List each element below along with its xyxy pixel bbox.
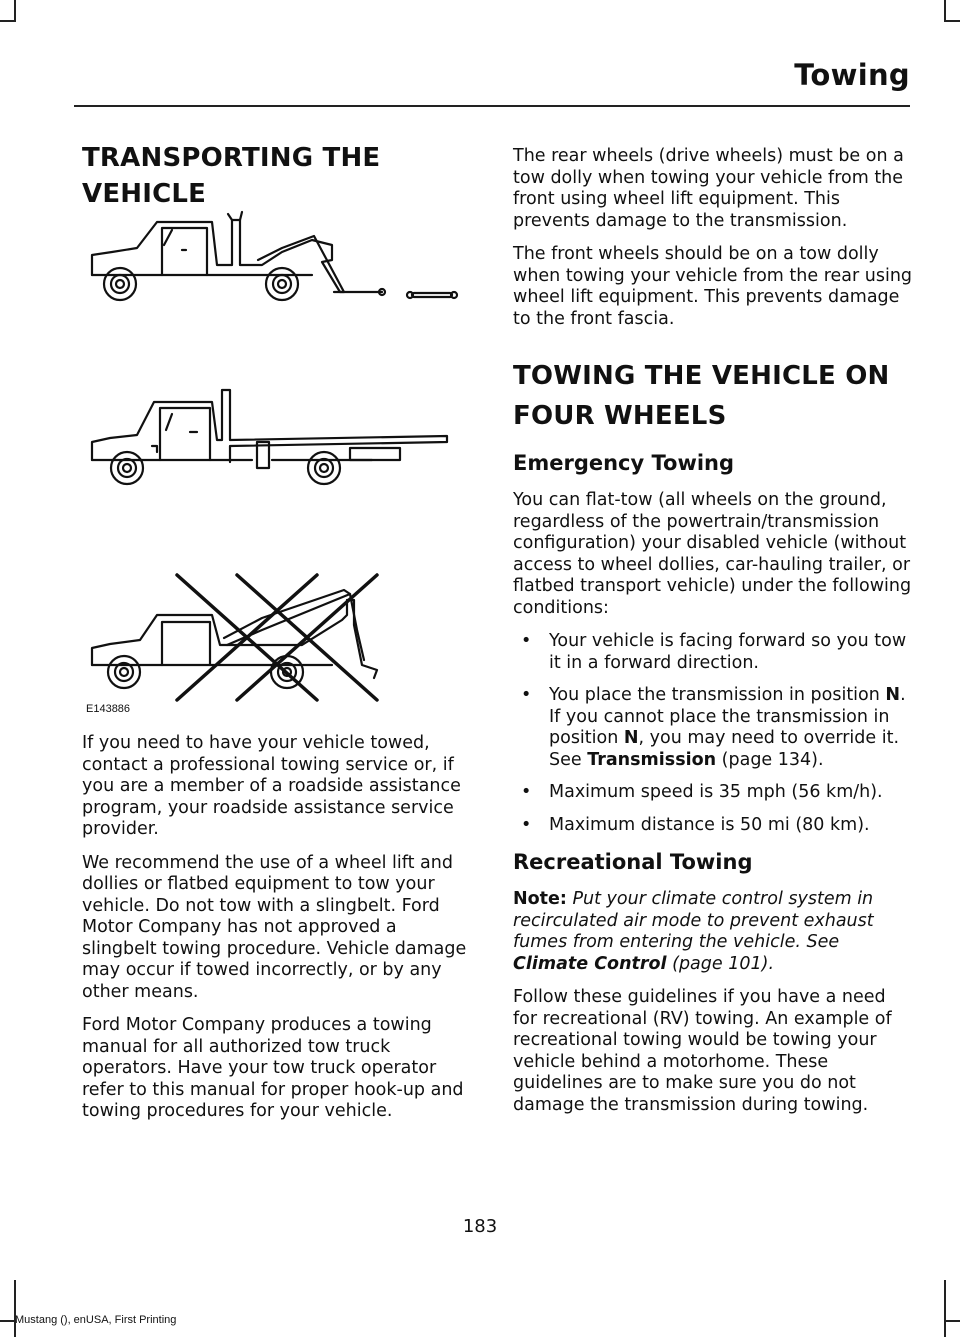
crop-mark bbox=[0, 20, 16, 22]
slingbelt-truck-icon bbox=[92, 590, 377, 688]
bullet: • bbox=[521, 782, 532, 802]
paragraph: You can flat-tow (all wheels on the ground, regardless of the powertrain/transmission configuration) your disabled vehicle (without access to wheel dollies, car-hauling trailer, or flatbed transport vehicle) under the following conditions: bbox=[513, 490, 912, 618]
edition-footer: Mustang (), enUSA, First Printing bbox=[15, 1314, 177, 1326]
tow-trucks-figure bbox=[82, 200, 472, 720]
page-number: 183 bbox=[462, 1216, 498, 1237]
list-item-text: Maximum distance is 50 mi (80 km). bbox=[549, 814, 870, 835]
list-item-text: Maximum speed is 35 mph (56 km/h). bbox=[549, 782, 883, 802]
cross-reference-link[interactable]: Transmission bbox=[587, 749, 717, 770]
subheading-recreational: Recreational Towing bbox=[513, 850, 753, 874]
bullet: • bbox=[521, 631, 532, 651]
paragraph: Follow these guidelines if you have a need for recreational (RV) towing. An example of recreational towing would be towing your vehicle behind a motorhome. These guidelines are to make sure you do not damage the transmission during towing. bbox=[513, 987, 892, 1115]
crop-mark bbox=[944, 0, 946, 22]
crop-mark bbox=[944, 1280, 946, 1337]
illustration-code: E143886 bbox=[86, 703, 131, 715]
paragraph: The front wheels should be on a tow dolly when towing your vehicle from the rear using wheel lift equipment. This prevents damage to the front fascia. bbox=[513, 244, 913, 329]
gear-position: N bbox=[885, 685, 901, 705]
crop-mark bbox=[14, 1280, 16, 1337]
note-label: Note: bbox=[513, 889, 567, 909]
list-item bbox=[513, 685, 913, 771]
right-column bbox=[513, 146, 913, 1128]
header-divider bbox=[74, 105, 910, 107]
list-item-text: . If you cannot place the transmission in position bbox=[549, 685, 906, 748]
paragraph: Ford Motor Company produces a towing manual for all authorized tow truck operators. Have your tow truck operator refer to this manual for proper hook-up and towing procedures for your vehicle. bbox=[82, 1015, 464, 1121]
crop-mark bbox=[944, 1320, 960, 1322]
page-reference: (page 134). bbox=[716, 749, 824, 770]
subheading-emergency: Emergency Towing bbox=[513, 451, 735, 475]
page-reference: (page 101). bbox=[666, 953, 775, 974]
section-heading-line: FOUR WHEELS bbox=[513, 401, 727, 431]
flatbed-truck-icon bbox=[92, 390, 447, 484]
paragraph: If you need to have your vehicle towed, contact a professional towing service or, if you are a member of a roadside assistance program, your roadside assistance service provider. bbox=[82, 733, 461, 839]
gear-position: N bbox=[623, 728, 639, 748]
list-item-text: Your vehicle is facing forward so you tow it in a forward direction. bbox=[549, 631, 907, 673]
crop-mark bbox=[0, 1320, 16, 1322]
section-heading-line: TOWING THE VEHICLE ON bbox=[513, 361, 890, 391]
paragraph: We recommend the use of a wheel lift and dollies or flatbed equipment to tow your vehicle. Do not tow with a slingbelt. Ford Motor Company has not approved a slingbelt towing procedure. Vehicle damage may occur if towed incorrectly, or by any other means. bbox=[82, 852, 467, 1002]
note-text: Put your climate control system in recirculated air mode to prevent exhaust fumes from entering the vehicle. See bbox=[513, 889, 874, 952]
section-heading: TRANSPORTING THE VEHICLE bbox=[82, 143, 381, 209]
crop-mark bbox=[944, 20, 960, 22]
list-item-text: You place the transmission in position bbox=[549, 685, 886, 705]
conditions-list bbox=[513, 631, 913, 836]
paragraph: The rear wheels (drive wheels) must be on a tow dolly when towing your vehicle from the front using wheel lift equipment. This prevents damage to the transmission. bbox=[513, 146, 904, 231]
left-body bbox=[82, 733, 472, 1135]
list-item-text: , you may need to override it. See bbox=[549, 728, 900, 770]
list-item bbox=[513, 815, 913, 837]
bullet: • bbox=[521, 685, 532, 705]
towing-illustration bbox=[82, 200, 472, 720]
wheel-lift-truck-icon bbox=[92, 212, 457, 300]
page-header-title: Towing bbox=[794, 58, 910, 92]
cross-reference-link[interactable]: Climate Control bbox=[513, 953, 667, 974]
prohibited-cross-icon bbox=[177, 575, 377, 700]
bullet: • bbox=[521, 814, 532, 835]
crop-mark bbox=[14, 0, 16, 22]
list-item bbox=[513, 782, 913, 804]
note bbox=[513, 889, 913, 975]
list-item bbox=[513, 631, 913, 674]
